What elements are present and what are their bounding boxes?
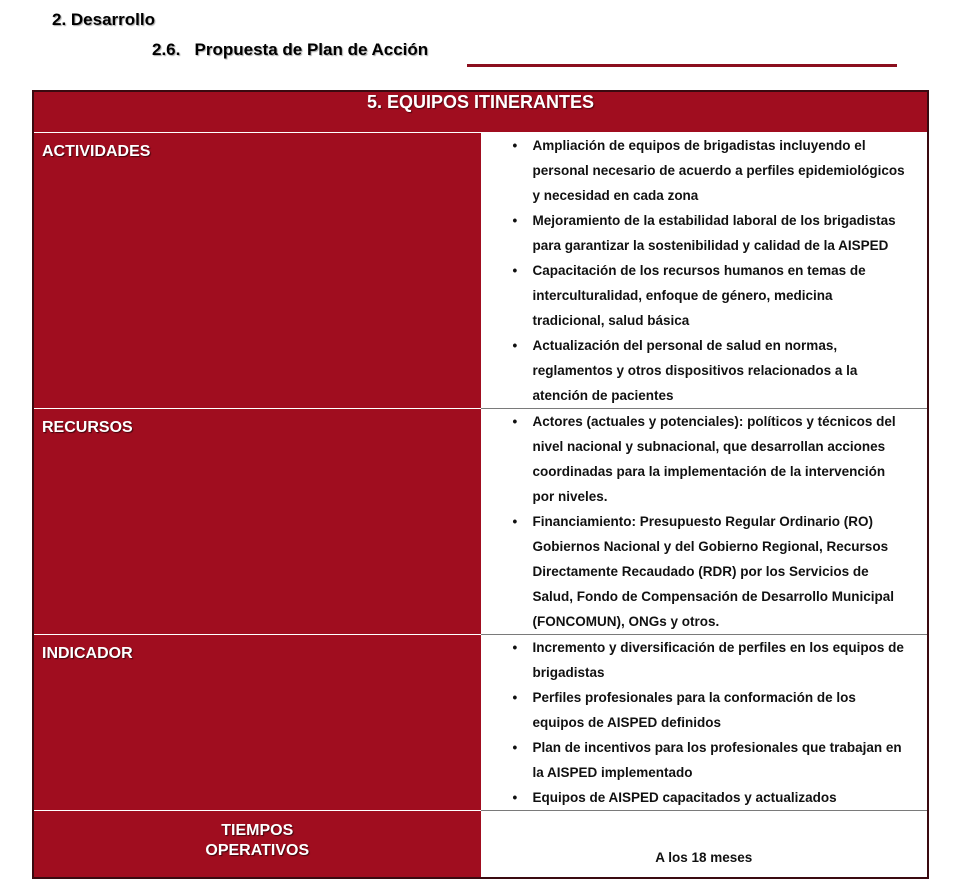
list-item xyxy=(513,258,908,333)
list-item xyxy=(513,509,908,634)
heading-underline xyxy=(467,64,897,67)
list-item xyxy=(513,133,908,208)
bullet-icon: • xyxy=(512,138,518,153)
list-item xyxy=(513,685,908,735)
bullet-icon: • xyxy=(512,338,518,353)
bullet-icon: • xyxy=(512,690,518,705)
bullet-icon: • xyxy=(512,640,518,655)
bullet-list xyxy=(481,133,928,408)
list-item-text: Equipos de AISPED capacitados y actualizados xyxy=(532,790,837,805)
section-heading: 2. Desarrollo xyxy=(52,10,155,29)
label-text xyxy=(34,811,481,861)
time-value: A los 18 meses xyxy=(655,850,753,865)
list-item xyxy=(513,635,908,685)
table-title: 5. EQUIPOS ITINERANTES xyxy=(33,91,928,133)
list-item xyxy=(513,409,908,509)
list-item-text: Actualización del personal de salud en normas, reglamentos y otros dispositivos relacionados a la atención de pacientes xyxy=(532,338,858,403)
list-item-text: Incremento y diversificación de perfiles en los equipos de brigadistas xyxy=(532,640,904,680)
label-text: INDICADOR xyxy=(42,645,133,662)
row-indicador xyxy=(33,635,928,811)
list-item xyxy=(513,208,908,258)
subsection-heading: 2.6. Propuesta de Plan de Acción xyxy=(152,40,429,59)
list-item-text: Capacitación de los recursos humanos en temas de interculturalidad, enfoque de género, medicina tradicional, salud básica xyxy=(532,263,866,328)
list-item-text: Mejoramiento de la estabilidad laboral de los brigadistas para garantizar la sostenibilidad y calidad de la AISPED xyxy=(532,213,896,253)
label-line-2: OPERATIVOS xyxy=(205,842,310,859)
bullet-list xyxy=(481,409,928,634)
label-line-1: TIEMPOS xyxy=(221,822,294,839)
bullet-icon: • xyxy=(512,213,518,228)
label-actividades xyxy=(33,133,481,409)
time-cell xyxy=(481,811,928,877)
label-tiempos-operativos xyxy=(33,811,481,879)
list-item-text: Ampliación de equipos de brigadistas incluyendo el personal necesario de acuerdo a perfiles epidemiológicos y necesidad en cada zona xyxy=(532,138,905,203)
bullet-icon: • xyxy=(512,514,518,529)
bullet-icon: • xyxy=(512,740,518,755)
label-recursos xyxy=(33,409,481,635)
label-indicador xyxy=(33,635,481,811)
bullet-icon: • xyxy=(512,790,518,805)
table-title-row xyxy=(33,91,928,133)
content-tiempos xyxy=(481,811,929,879)
action-plan-table xyxy=(32,90,929,879)
bullet-icon: • xyxy=(512,414,518,429)
content-actividades xyxy=(481,133,929,409)
label-text: RECURSOS xyxy=(42,419,133,436)
content-recursos xyxy=(481,409,929,635)
label-text: ACTIVIDADES xyxy=(42,143,151,160)
list-item xyxy=(513,333,908,408)
row-tiempos xyxy=(33,811,928,879)
list-item-text: Plan de incentivos para los profesionales que trabajan en la AISPED implementado xyxy=(532,740,902,780)
list-item-text: Financiamiento: Presupuesto Regular Ordinario (RO) Gobiernos Nacional y del Gobierno Regional, Recursos Directamente Recaudado (RDR) por los Servicios de Salud, Fondo de Compensación de Desarrollo Municipal (FONCOMUN), ONGs y otros. xyxy=(532,514,895,629)
list-item xyxy=(513,785,908,810)
list-item-text: Actores (actuales y potenciales): políticos y técnicos del nivel nacional y subnacional, que desarrollan acciones coordinadas para la implementación de la intervención por niveles. xyxy=(532,414,896,504)
row-recursos xyxy=(33,409,928,635)
list-item-text: Perfiles profesionales para la conformación de los equipos de AISPED definidos xyxy=(532,690,856,730)
bullet-list xyxy=(481,635,928,810)
content-indicador xyxy=(481,635,929,811)
bullet-icon: • xyxy=(512,263,518,278)
row-actividades xyxy=(33,133,928,409)
list-item xyxy=(513,735,908,785)
